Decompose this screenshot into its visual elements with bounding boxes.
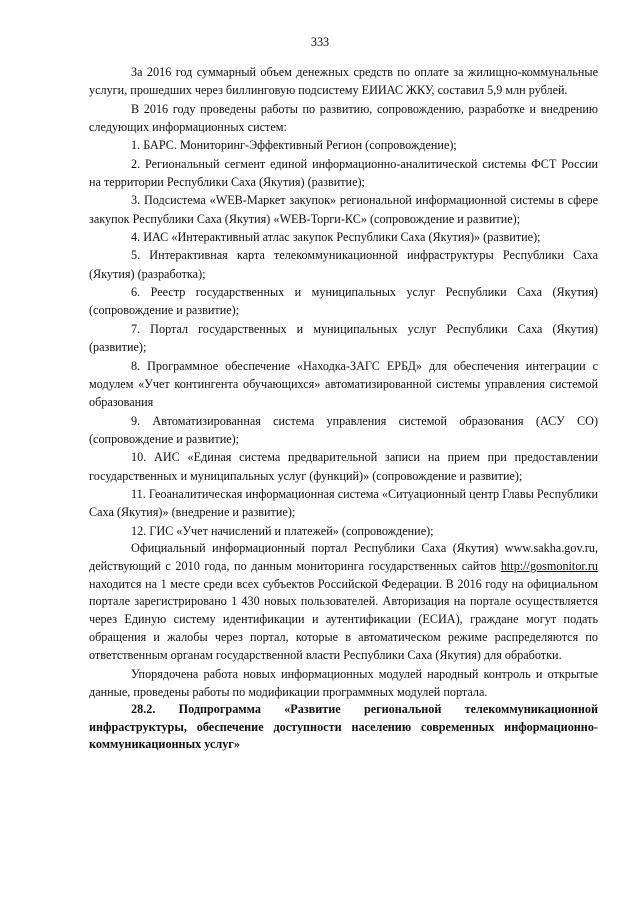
system-list-item-8: 8. Программное обеспечение «Находка-ЗАГС ЕРБД» для обеспечения интеграции с модулем «Учет контингента обучающихся» автоматизированной системы управления системой образования (89, 358, 598, 410)
system-list-item-12: 12. ГИС «Учет начислений и платежей» (сопровождение); (131, 523, 434, 538)
system-list-item-7: 7. Портал государственных и муниципальных услуг Республики Саха (Якутия) (развитие); (89, 321, 598, 355)
system-list-item-2: 2. Региональный сегмент единой информационно-аналитической системы ФСТ России на территории Республики Саха (Якутия) (развитие); (89, 156, 598, 190)
billing-summary-paragraph: За 2016 год суммарный объем денежных средств по оплате за жилищно-коммунальные услуги, прошедших через биллинговую подсистему ЕИИАС ЖКУ, составил 5,9 млн рублей. (89, 65, 598, 98)
systems-intro-paragraph: В 2016 году проведены работы по развитию, сопровождению, разработке и внедрению следующих информационных систем: (89, 101, 598, 135)
system-list-item-3: 3. Подсистема «WEB-Маркет закупок» региональной информационной системы в сфере закупок Республики Саха (Якутия) «WEB-Торги-КС» (сопровождение и развитие); (89, 193, 598, 226)
portal-modules-paragraph: Упорядочена работа новых информационных модулей народный контроль и открытые данные, проведены работы по модификации программных модулей портала. (89, 666, 598, 699)
portal-paragraph-text-after-link: находится на 1 месте среди всех субъектов Российской Федерации. В 2016 году на официальном портале зарегистрировано 1 430 новых пользователей. Авторизация на портале осуществляется через Единую систему идентификации и аутентификации (ЕСИА), граждане могут подать обращения и жалобы через портал, которые в автоматическом режиме распределяются по ответственным органам государственной власти Республики Саха (Якутия) для обработки. (89, 576, 598, 662)
system-list-item-1: 1. БАРС. Мониторинг-Эффективный Регион (сопровождение); (131, 138, 457, 153)
document-body (89, 63, 598, 753)
portal-paragraph-text-before-link: Официальный информационный портал Республики Саха (Якутия) www.sakha.gov.ru, действующий с 2010 года, по данным мониторинга государственных сайтов (89, 540, 598, 573)
system-list-item-11: 11. Геоаналитическая информационная система «Ситуационный центр Главы Республики Саха (Якутия)» (внедрение и развитие); (89, 486, 598, 520)
page-number: 333 (310, 35, 330, 49)
system-list-item-9: 9. Автоматизированная система управления системой образования (АСУ СО) (сопровождение и развитие); (89, 413, 598, 446)
system-list-item-5: 5. Интерактивная карта телекоммуникационной инфраструктуры Республики Саха (Якутия) (разработка); (89, 248, 598, 281)
system-list-item-10: 10. АИС «Единая система предварительной записи на прием при предоставлении государственных и муниципальных услуг (функций)» (сопровождение и развитие); (89, 450, 598, 483)
official-portal-paragraph (89, 540, 598, 665)
subprogram-heading: 28.2. Подпрограмма «Развитие региональной телекоммуникационной инфраструктуры, обеспечение доступности населению современных информационно-коммуникационных услуг» (89, 702, 598, 752)
system-list-item-6: 6. Реестр государственных и муниципальных услуг Республики Саха (Якутия) (сопровождение и развитие); (89, 285, 598, 318)
system-list-item-4: 4. ИАС «Интерактивный атлас закупок Республики Саха (Якутия)» (развитие); (131, 230, 541, 245)
gosmonitor-link[interactable]: http://gosmonitor.ru (500, 558, 598, 573)
